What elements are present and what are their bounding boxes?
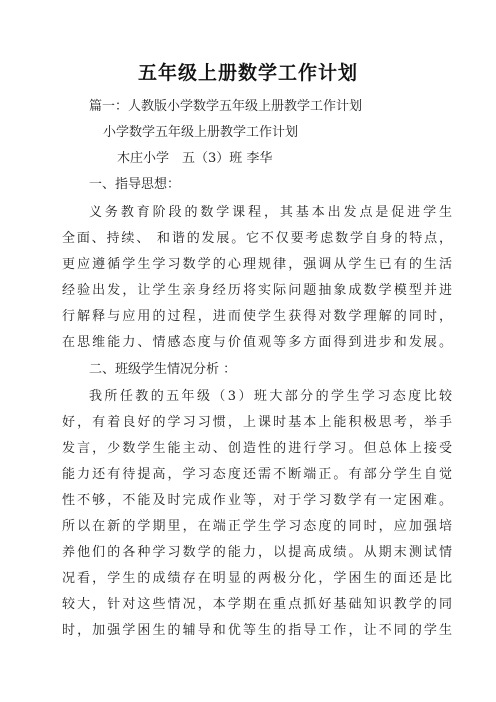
section2-heading: 二、班级学生情况分析 ： — [89, 362, 237, 377]
plan-name: 小学数学五年级上册教学工作计划 — [103, 125, 299, 140]
section2-line: 况看，学生的成绩存在明显的两极分化，学困生的面还是比 — [62, 571, 452, 586]
section2-line: 发言，少数学生能主动、创造性的进行学习。但总体上接受 — [62, 441, 452, 456]
section2-line: 所以在新的学期里，在端正学生学习态度的同时，应加强培 — [62, 519, 452, 534]
document-title: 五年级上册数学工作计划 — [137, 62, 358, 84]
section2-line: 较大，针对这些情况，本学期在重点抓好基础知识教学的同 — [62, 597, 452, 612]
section2-line: 能力还有待提高，学习态度还需不断端正。有部分学生自觉 — [62, 467, 452, 482]
section1-line: 行解释与应用的过程，进而使学生获得对数学理解的同时， — [62, 309, 452, 324]
subtitle: 篇一：人教版小学数学五年级上册教学工作计划 — [89, 99, 363, 114]
section2-line: 性不够，不能及时完成作业等，对于学习数学有一定困难。 — [62, 493, 452, 508]
section1-line: 全面、持续、 和谐的发展。它不仅要考虑数学自身的特点， — [62, 231, 452, 246]
section2-line: 养他们的各种学习数学的能力，以提高成绩。从期末测试情 — [62, 545, 452, 560]
section1-line: 义务教育阶段的数学课程，其基本出发点是促进学生 — [89, 205, 452, 220]
section2-line: 好，有着良好的学习习惯，上课时基本上能积极思考，举手 — [62, 415, 452, 430]
section1-heading: 一、指导思想： — [89, 177, 181, 192]
section2-line: 我所任教的五年级（3）班大部分的学生学习态度比较 — [89, 389, 452, 404]
author-line: 木庄小学 五（3）班 李华 — [117, 151, 273, 166]
section1-line: 更应遵循学生学习数学的心理规律，强调从学生已有的生活 — [62, 257, 452, 272]
section2-line: 时，加强学困生的辅导和优等生的指导工作，让不同的学生 — [62, 623, 452, 638]
section1-line: 在思维能力、情感态度与价值观等多方面得到进步和发展。 — [62, 335, 452, 350]
section1-line: 经验出发，让学生亲身经历将实际问题抽象成数学模型并进 — [62, 283, 452, 298]
